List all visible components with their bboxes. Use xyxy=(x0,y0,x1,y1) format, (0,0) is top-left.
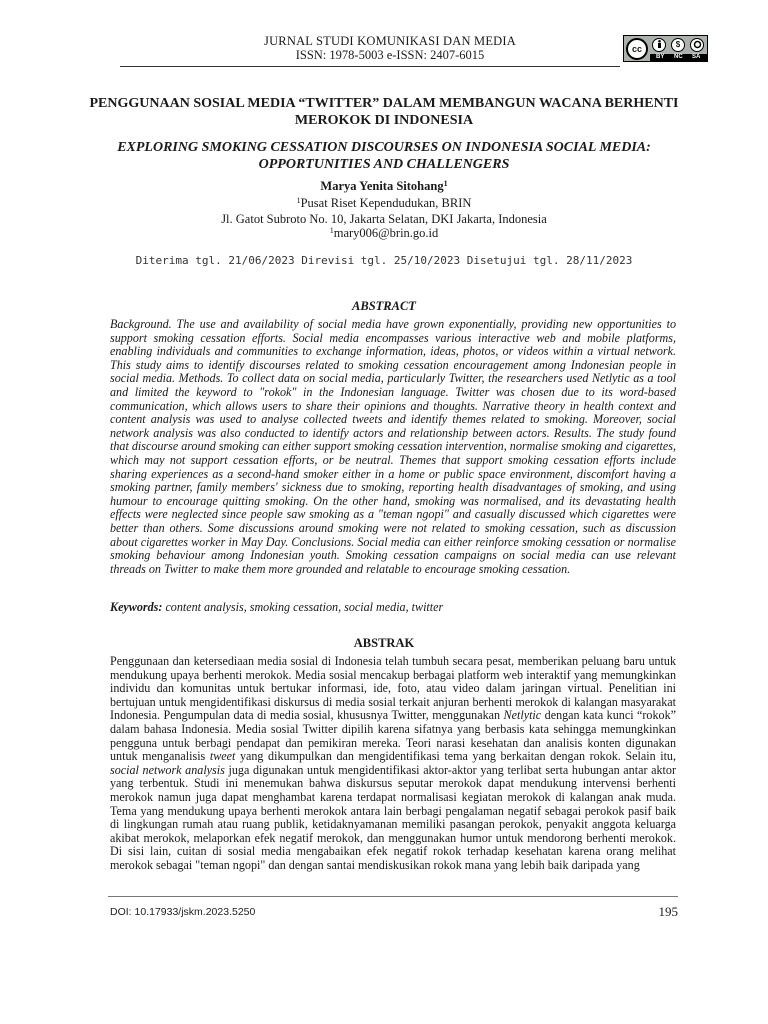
abstrak-tweet: tweet xyxy=(209,749,236,764)
journal-issn: ISSN: 1978-5003 e-ISSN: 2407-6015 xyxy=(295,48,485,62)
page-number: 195 xyxy=(658,904,678,919)
license-by: BY xyxy=(656,54,665,60)
attribution-icon xyxy=(652,38,666,52)
header-divider xyxy=(120,66,620,67)
author-email[interactable]: mary006@brin.go.id xyxy=(333,226,439,240)
abstrak-part-1: Penggunaan dan ketersediaan media sosial di Indonesia telah tumbuh secara pesat, memberikan peluang baru untuk mendukung upaya berhenti merokok. Media sosial mencakup berbagai platform web interaktif yang memungkinkan individu dan komunitas untuk bertukar informasi, ide, foto, atau video dalam jaringan virtual. Penelitian ini bertujuan untuk mengidentifikasi diskursus di media sosial terkait anjuran berhenti merokok di kalangan masyarakat Indonesia. Pengumpulan data di media sosial, khususnya Twitter, menggunakan xyxy=(110,654,676,723)
cc-logo-icon: cc xyxy=(626,38,648,60)
abstrak-sna: social network analysis xyxy=(110,762,225,777)
abstrak-part-4: juga digunakan untuk mengidentifikasi aktor-aktor yang terlibat serta hubungan antar aktor yang terbentuk. Studi ini menemukan bahwa diskursus seputar merokok dapat mendukung intervensi berhenti merokok namun juga dapat menghambat karena terdapat normalisasi kegiatan merokok di kalangan anak muda. Tema yang mendukung upaya berhenti merokok antara lain berbagi pengalaman negatif sebagai perokok pasif baik di lingkungan rumah atau ruang publik, ketidaknyamanan memiliki pasangan perokok, penyakit anggota keluarga akibat merokok, melaporkan efek negatif merokok, dan menggunakan humor untuk mendorong berhenti merokok. Di sisi lain, cuitan di sosial media mengabaikan efek negatif rokok terhadap kesehatan karena orang melihat merokok sebagai "teman ngopi" dan dengan santai mendiskusikan rokok mana yang lebih baik daripada yang xyxy=(110,762,676,872)
article-title-indonesian: PENGGUNAAN SOSIAL MEDIA “TWITTER” DALAM MEMBANGUN WACANA BERHENTI MEROKOK DI INDONESIA xyxy=(89,96,679,128)
abstract-english-body: Background. The use and availability of social media have grown exponentially, providing new opportunities to support smoking cessation efforts. Social media encompasses various interactive web and mobile platforms, enabling individuals and communities to exchange information, ideas, photos, or videos within a virtual network. This study aims to identify discourses related to smoking cessation encouragement among Indonesian people in social media. Methods. To collect data on social media, particularly Twitter, the researchers used Netlytic as a tool and limited the keyword to "rokok" in the Indonesian language. Twitter was chosen due to its word-based communication, which allows users to share their opinions and thoughts. Narrative theory in health context and content analysis was used to analyse collected tweets and identify themes related to smoking. Moreover, social network analysis was also conducted to identify actors and relationship between actors. Results. The study found that discourse around smoking can either support smoking cessation intervention, normalise smoking and cigarettes, which may not support cessation efforts, or be neutral. Themes that support smoking cessation efforts include sharing experiences as a second-hand smoker either in a home or public space environment, discomfort having a smoking partner, family members' sickness due to smoking, reporting health disadvantages of smoking, and using humour to encourage quitting smoking. On the other hand, smoking was normalised, and its devastating health effects were neglected since people saw smoking as a "teman ngopi" and casually discussed which cigarettes were better than others. Some discussions around smoking were not related to smoking cessation, such as discussion about cigarettes worker in May Day. Conclusions. Social media can either reinforce smoking cessation or normalise smoking behaviour among Indonesian youth. Smoking cessation campaigns on social media can use relevant threads on Twitter to make them more grounded and relatable to encourage smoking cessation. xyxy=(110,317,676,576)
author-name: Marya Yenita Sitohang xyxy=(320,179,444,193)
abstrak-part-3: yang dikumpulkan dan mengidentifikasi tema yang berkaitan dengan rokok. Selain itu, xyxy=(235,749,676,764)
noncommercial-icon: $ xyxy=(671,38,685,52)
author-sup: 1 xyxy=(443,179,448,188)
license-nc: NC xyxy=(674,54,683,60)
affiliation-address: Jl. Gatot Subroto No. 10, Jakarta Selatan, DKI Jakarta, Indonesia xyxy=(221,211,547,226)
affiliation-block xyxy=(80,196,688,227)
journal-name: JURNAL STUDI KOMUNIKASI DAN MEDIA xyxy=(264,34,516,48)
email-line xyxy=(80,226,688,241)
abstrak-netlytic: Netlytic xyxy=(503,708,542,723)
license-terms-strip xyxy=(650,54,707,61)
affiliation-sup: 1 xyxy=(296,196,301,205)
keywords-label: Keywords: xyxy=(110,600,163,614)
article-title-english: EXPLORING SMOKING CESSATION DISCOURSES ON INDONESIA SOCIAL MEDIA: OPPORTUNITIES AND CHALLENGERS xyxy=(117,140,651,172)
keywords-text: content analysis, smoking cessation, social media, twitter xyxy=(165,600,444,614)
abstrak-part-2: dengan kata kunci “rokok” dalam bahasa Indonesia. Media sosial Twitter dipilih karena sifatnya yang berbasis kata sehingga memungkinkan pengguna untuk berbagi pendapat dan pemikiran mereka. Teori narasi kesehatan dan analisis konten digunakan untuk menganalisis xyxy=(110,708,676,764)
footer-divider xyxy=(108,896,678,897)
submission-dates: Diterima tgl. 21/06/2023 Direvisi tgl. 25/10/2023 Disetujui tgl. 28/11/2023 xyxy=(135,254,633,267)
keywords-line xyxy=(110,600,676,614)
email-sup: 1 xyxy=(329,226,334,235)
sharealike-icon xyxy=(690,38,704,52)
abstract-heading: ABSTRACT xyxy=(352,299,416,313)
abstract-indonesian-body xyxy=(110,655,676,873)
author-line xyxy=(80,179,688,194)
license-sa: SA xyxy=(692,54,701,60)
doi-link[interactable]: DOI: 10.17933/jskm.2023.5250 xyxy=(110,906,256,918)
cc-license-badge xyxy=(623,35,708,62)
affiliation-line xyxy=(80,196,688,212)
affiliation-name: Pusat Riset Kependudukan, BRIN xyxy=(300,196,472,210)
abstrak-heading: ABSTRAK xyxy=(353,636,415,650)
